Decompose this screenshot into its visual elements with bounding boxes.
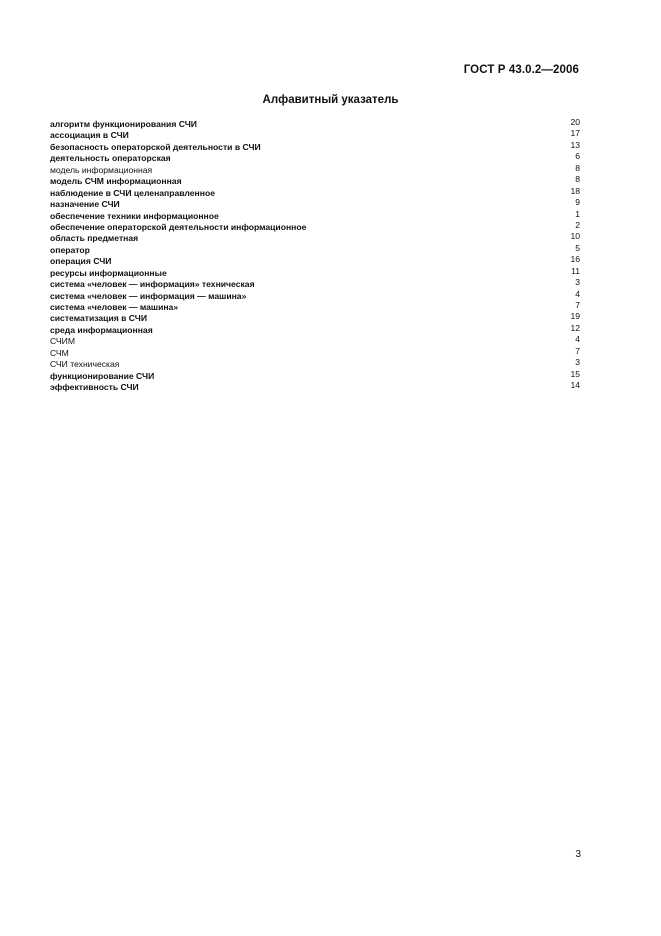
index-term: система «человек — информация — машина» — [50, 290, 247, 301]
index-term: СЧИ техническая — [50, 359, 120, 370]
index-term: систематизация в СЧИ — [50, 313, 148, 324]
index-term: модель информационная — [50, 164, 153, 175]
index-term-number: 8 — [575, 162, 580, 173]
index-entry — [50, 242, 580, 257]
page-number: 3 — [575, 849, 581, 860]
index-term-number: 7 — [575, 300, 580, 310]
index-term-number: 12 — [570, 322, 580, 333]
index-term-number: 16 — [570, 254, 580, 265]
index-term-number: 2 — [575, 219, 580, 230]
document-code: ГОСТ Р 43.0.2—2006 — [463, 64, 579, 76]
index-term: назначение СЧИ — [50, 199, 120, 210]
index-term-number: 5 — [575, 242, 580, 253]
index-term: наблюдение в СЧИ целенаправленное — [50, 187, 215, 198]
index-term: среда информационная — [50, 324, 153, 335]
index-term-number: 1 — [575, 208, 580, 219]
index-entry — [50, 185, 580, 200]
index-term-number: 13 — [570, 139, 580, 150]
index-term-number: 7 — [575, 345, 580, 356]
index-term: деятельность операторская — [50, 153, 171, 164]
index-term-number: 3 — [575, 357, 580, 368]
index-term: СЧИМ — [50, 336, 75, 347]
index-term-number: 14 — [570, 380, 580, 391]
index-term-number: 8 — [575, 174, 580, 185]
index-term: обеспечение техники информационное — [50, 210, 219, 221]
index-term-number: 3 — [575, 277, 580, 288]
alphabetical-index-list — [50, 117, 580, 395]
index-term-number: 9 — [575, 197, 580, 208]
index-term: СЧМ — [50, 347, 69, 358]
index-term: безопасность операторской деятельности в СЧИ — [50, 141, 261, 152]
index-term-number: 4 — [575, 288, 580, 299]
index-term: область предметная — [50, 233, 139, 244]
index-entry — [50, 231, 580, 245]
index-entry — [50, 345, 580, 360]
index-term: ассоциация в СЧИ — [50, 130, 129, 141]
index-term: обеспечение операторской деятельности информационное — [50, 221, 307, 232]
index-term: система «человек — машина» — [50, 302, 179, 312]
index-term: модель СЧМ информационная — [50, 176, 182, 187]
index-term-number: 4 — [575, 334, 580, 345]
index-entry — [50, 380, 580, 394]
index-entry — [50, 117, 580, 131]
index-term-number: 11 — [571, 265, 580, 276]
index-term-number: 6 — [575, 151, 580, 162]
index-title: Алфавитный указатель — [262, 94, 399, 106]
index-entry — [50, 334, 580, 348]
index-term: эффективность СЧИ — [50, 382, 139, 393]
index-term: ресурсы информационные — [50, 267, 167, 278]
index-term: система «человек — информация» техническая — [50, 279, 255, 290]
index-term-number: 15 — [570, 368, 580, 379]
index-term-number: 10 — [570, 231, 580, 242]
index-term: функционирование СЧИ — [50, 370, 155, 381]
index-term-number: 17 — [570, 128, 580, 139]
index-entry — [50, 322, 580, 337]
index-term: алгоритм функционирования СЧИ — [50, 119, 197, 129]
index-term-number: 18 — [570, 185, 580, 196]
index-term: оператор — [50, 244, 90, 255]
index-term-number: 20 — [570, 117, 580, 127]
index-term: операция СЧИ — [50, 256, 112, 267]
index-term-number: 19 — [570, 311, 580, 322]
